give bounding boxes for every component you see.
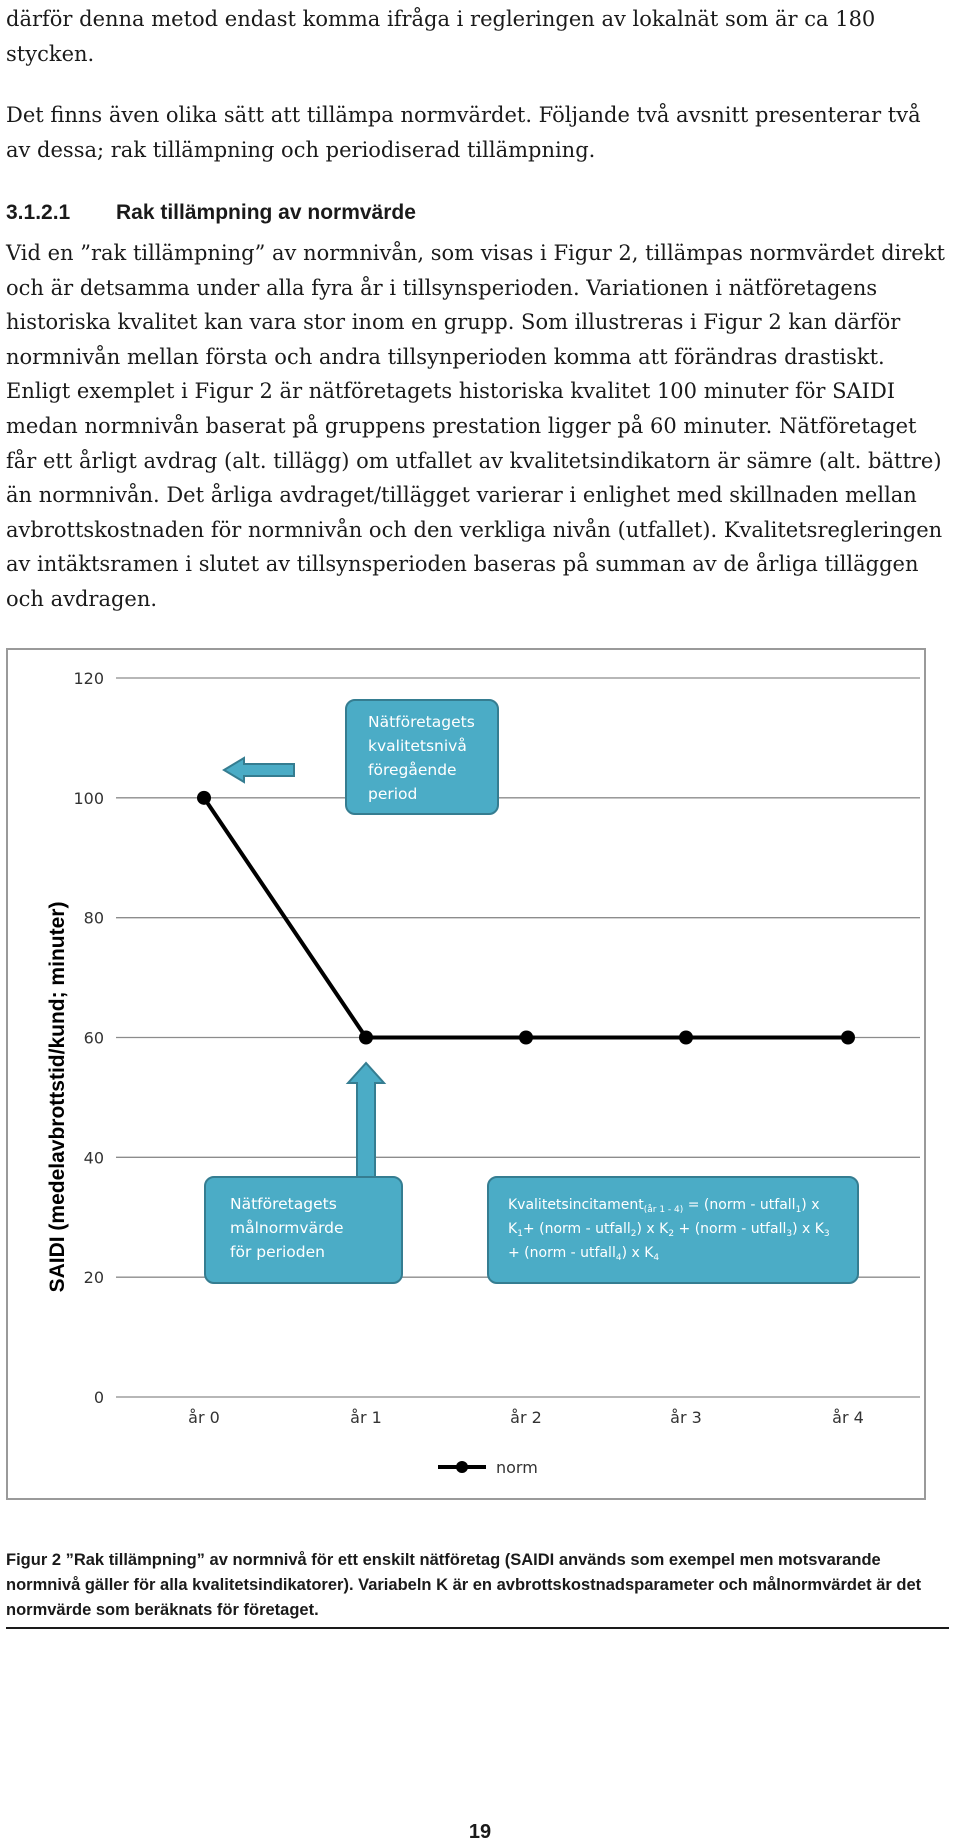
annotation-quality-incentive-formula: [488, 1177, 858, 1283]
x-tick-labels: [188, 1408, 864, 1427]
x-tick-label: år 0: [188, 1408, 220, 1427]
y-tick-label: 120: [73, 669, 104, 688]
norm-data-point: [519, 1031, 533, 1045]
y-tick-label: 0: [93, 1388, 104, 1407]
norm-data-point: [841, 1031, 855, 1045]
y-tick-label: 20: [83, 1268, 104, 1288]
box-target-line: Nätföretagets: [230, 1195, 337, 1213]
legend-label-norm: norm: [496, 1458, 538, 1477]
box-target-line: målnormvärde: [230, 1219, 344, 1237]
caption-rule: [6, 1627, 949, 1629]
legend-marker: [456, 1461, 468, 1473]
y-tick-label: 80: [83, 908, 104, 928]
annotation-target-norm: [205, 1177, 402, 1283]
x-tick-label: år 2: [510, 1408, 542, 1427]
y-tick-label: 60: [83, 1028, 104, 1048]
paragraph-application-methods: Det finns även olika sätt att tillämpa normvärdet. Följande två avsnitt presenterar två av dessa; rak tillämpning och periodiserad tillämpning.: [6, 103, 921, 162]
norm-data-point: [679, 1031, 693, 1045]
page-number: 19: [468, 1821, 492, 1843]
y-tick-label: 100: [73, 788, 104, 808]
box-previous-line: period: [368, 785, 418, 803]
y-axis-label: SAIDI (medelavbrottstid/kund; minuter): [46, 901, 69, 1293]
norm-data-point: [197, 791, 211, 805]
norm-data-point: [359, 1031, 373, 1045]
figure-frame: [6, 648, 926, 1500]
figure-caption: Figur 2 ”Rak tillämpning” av normnivå för ett enskilt nätföretag (SAIDI används som exempel men motsvarande normnivå gäller för alla kvalitetsindikatorer). Variabeln K är en avbrottskostnadsparameter och målnormvärdet är det normvärde som beräknats för företaget.: [6, 1551, 922, 1619]
section-title: Rak tillämpning av normvärde: [116, 201, 416, 224]
section-number: 3.1.2.1: [6, 201, 71, 224]
paragraph-body: Vid en ”rak tillämpning” av normnivån, som visas i Figur 2, tillämpas normvärdet direkt och är detsamma under alla fyra år i tillsynsperioden. Variationen i nätföretagens historiska kvalitet kan vara stor inom en grupp. Som illustreras i Figur 2 kan därför normnivån mellan första och andra tillsynperioden komma att förändras drastiskt. Enligt exemplet i Figur 2 är nätföretagets historiska kvalitet 100 minuter för SAIDI medan normnivån baserat på gruppens prestation ligger på 60 minuter. Nätföretaget får ett årligt avdrag (alt. tillägg) om utfallet av kvalitetsindikatorn är sämre (alt. bättre) än normnivån. Det årliga avdraget/tillägget varierar i enlighet med skillnaden mellan avbrottskostnaden för normnivån och den verkliga nivån (utfallet). Kvalitetsregleringen av intäktsramen i slutet av tillsynsperioden baseras på summan av de årliga tilläggen och avdragen.: [6, 241, 945, 611]
paragraph-intro: därför denna metod endast komma ifråga i regleringen av lokalnät som är ca 180 stycken.: [6, 7, 876, 66]
arrow-left-to-start: [224, 758, 294, 782]
box-previous-line: Nätföretagets: [368, 713, 475, 731]
box-target-line: för perioden: [230, 1243, 325, 1261]
box-previous-line: föregående: [368, 761, 457, 779]
saidi-line-chart: [8, 650, 928, 1502]
section-heading: [6, 196, 946, 230]
y-tick-label: 40: [83, 1148, 104, 1168]
x-tick-label: år 3: [670, 1408, 702, 1427]
box-previous-line: kvalitetsnivå: [368, 737, 467, 755]
y-tick-labels: [73, 669, 104, 1407]
legend: [438, 1458, 538, 1477]
arrow-up-to-norm: [348, 1063, 384, 1183]
x-tick-label: år 4: [832, 1408, 864, 1427]
annotation-previous-period: [346, 700, 498, 814]
x-tick-label: år 1: [350, 1408, 382, 1427]
svg-text:Kvalitetsincitament(år 1 - 4): Kvalitetsincitament$_{(år 1 - 4)}$ = (norm - utfall$_1$) x $K_1+$ (norm - utfall$_2$) x $K_2$ + (norm - utfall$_3$) x $K_3$ + (norm - utfall$_4$) x $K_4$: [508, 1197, 830, 1263]
